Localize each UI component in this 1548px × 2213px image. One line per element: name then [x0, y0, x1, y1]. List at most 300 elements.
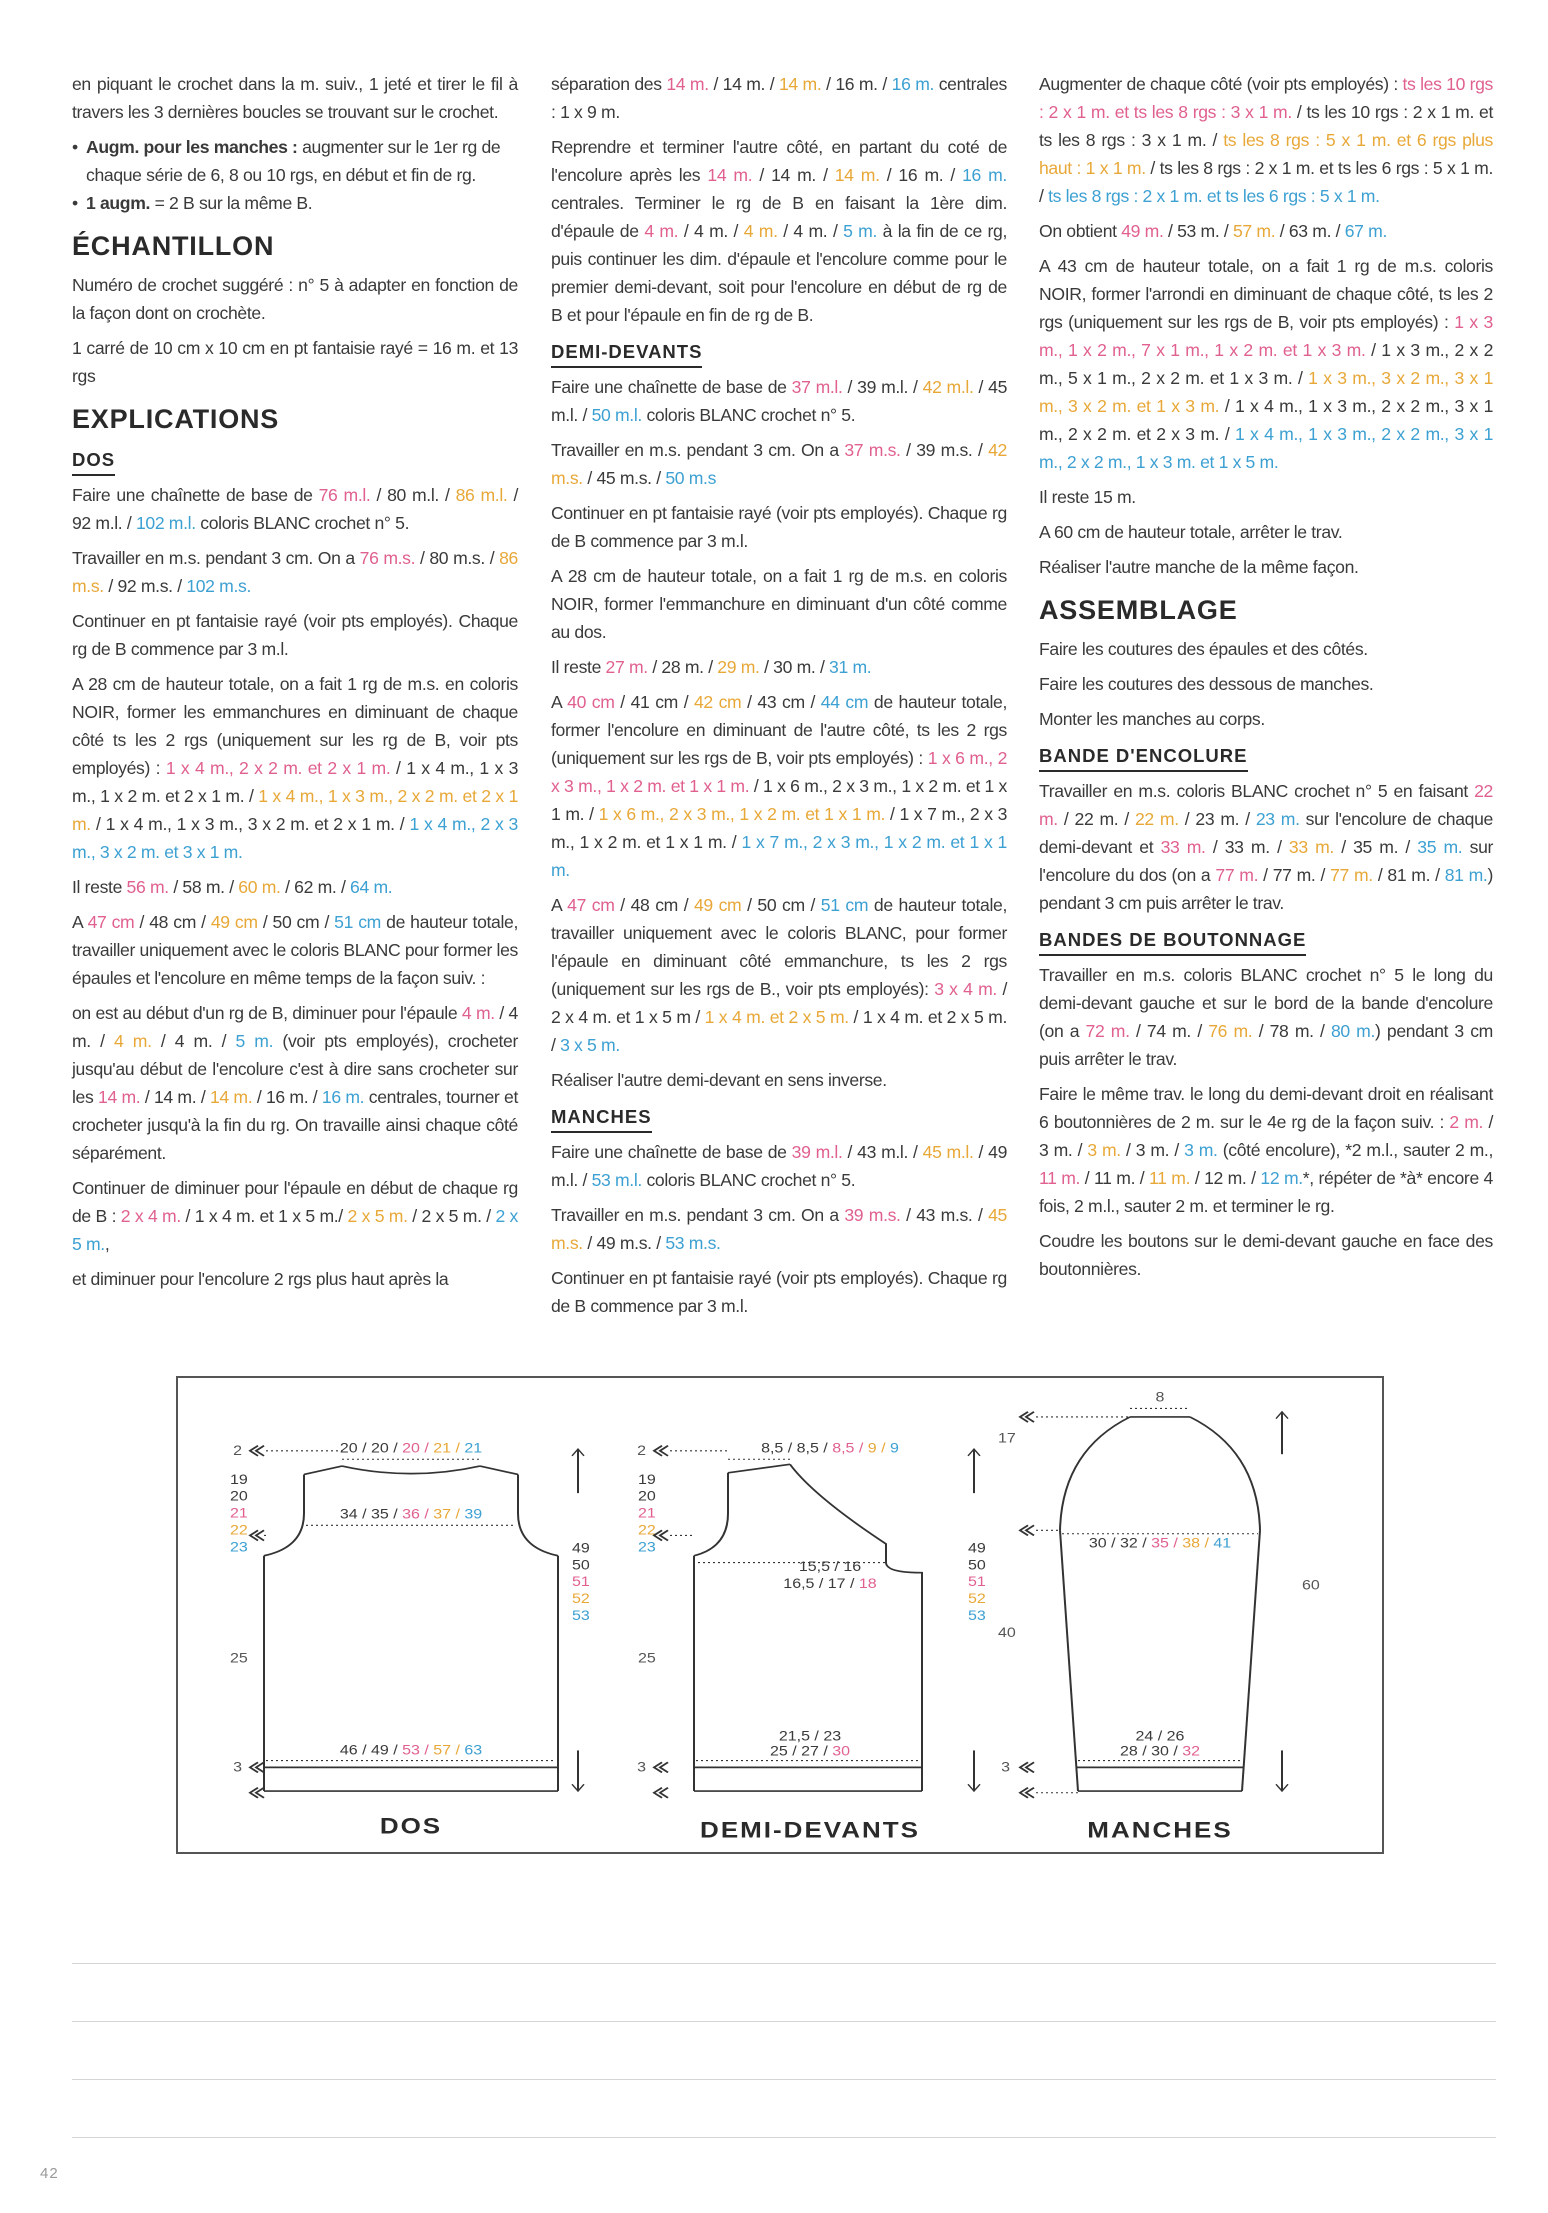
demi-neck-marker: [654, 1446, 668, 1456]
c3-p4: Il reste 15 m.: [1039, 487, 1136, 507]
text-segment: / 1 x 4 m., 1 x 3 m., 3 x 2 m. et 2 x 1 m. /: [90, 814, 410, 834]
note-line-3: [72, 2079, 1496, 2080]
manche-left-body: 40: [997, 1626, 1016, 1641]
dos-p3: Continuer en pt fantaisie rayé (voir pts employés). Chaque rg de B commence par 3 m.l.: [72, 611, 518, 659]
text-segment: / 58 m. /: [168, 877, 239, 897]
intro-text: en piquant le crochet dans la m. suiv., 1 jeté et tirer le fil à travers les 3 dernières boucles se trouvant sur le crochet.: [72, 74, 518, 122]
c3-p9: Monter les manches au corps.: [1039, 709, 1265, 729]
text-segment: ts les 10 rgs : 2 x 1 m. et ts les 8 rgs : 3 x 1 m.: [1039, 74, 1493, 122]
c2-p8: [551, 688, 1007, 884]
text-segment: / 3 m. /: [1039, 1112, 1494, 1160]
text-segment: 1 x 4 m., 1 x 3 m., 2 x 2 m., 3 x 1 m., 2 x 2 m., 1 x 3 m. et 1 x 5 m.: [1039, 424, 1493, 472]
manche-right-height: 60: [1301, 1578, 1320, 1594]
text-segment: / 12 m. /: [1190, 1168, 1261, 1188]
text-segment: 14 m.: [666, 74, 709, 94]
manche-title: MANCHES: [1087, 1818, 1233, 1844]
text-segment: 102 m.l.: [135, 513, 196, 533]
dos-right-height-0: 49: [572, 1541, 590, 1557]
manche-cap-marker: [1020, 1412, 1034, 1422]
text-segment: 47 cm: [87, 912, 135, 932]
c3-p5: A 60 cm de hauteur totale, arrêter le trav.: [1039, 522, 1343, 542]
manche-right-side: [1242, 1530, 1260, 1791]
text-segment: / 43 m.l. /: [842, 1142, 923, 1162]
demi-left-body: 25: [638, 1651, 656, 1667]
text-segment: 49 m.: [1121, 221, 1164, 241]
text-segment: 4 m.: [461, 1003, 495, 1023]
text-segment: / 63 m. /: [1275, 221, 1345, 241]
demi-left-armhole-val-0: 19: [638, 1472, 656, 1488]
text-segment: 40 cm: [567, 692, 615, 712]
text-segment: 44 cm: [820, 692, 869, 712]
c3-p1: [1039, 70, 1493, 210]
demi-arm-marker: [654, 1530, 668, 1540]
text-segment: 1 x 6 m., 2 x 3 m., 1 x 2 m. et 1 x 1 m.: [551, 748, 1008, 796]
text-segment: ts les 8 rgs : 2 x 1 m. et ts les 6 rgs : 5 x 1 m.: [1048, 186, 1380, 206]
text-segment: 29 m.: [717, 657, 760, 677]
text-segment: 2 m.: [1449, 1112, 1484, 1132]
text-segment: / 16 m. /: [821, 74, 892, 94]
dos-p1: [72, 481, 518, 537]
text-segment: Faire le même trav. le long du demi-devant droit en réalisant 6 boutonnières de 2 m. sur le 4e rg de la façon suiv. :: [1039, 1084, 1493, 1132]
explications-heading: EXPLICATIONS: [72, 404, 280, 434]
manche-bottom-width-1: 24 / 26: [1135, 1729, 1185, 1744]
text-segment: A: [72, 912, 88, 932]
dos-left-armhole-val-1: 20: [230, 1489, 248, 1505]
text-segment: / 39 m.l. /: [842, 377, 923, 397]
text-segment: (côté encolure), *2 m.l., sauter 2 m.,: [1217, 1140, 1493, 1160]
demi-top-width: 8,5 / 8,5 / 8,5 / 9 / 9: [761, 1441, 899, 1457]
demi-left-armhole-val-4: 23: [638, 1540, 656, 1556]
c3-p8: Faire les coutures des dessous de manches.: [1039, 674, 1374, 694]
text-segment: / 23 m. /: [1178, 809, 1256, 829]
c2-p5: Continuer en pt fantaisie rayé (voir pts employés). Chaque rg de B commence par 3 m.l.: [551, 503, 1007, 551]
text-segment: Travailler en m.s. coloris BLANC crochet n° 5 en faisant: [1039, 781, 1475, 801]
text-segment: 1 x 4 m., 1 x 3 m., 2 x 2 m. et 2 x 1 m.: [72, 786, 519, 834]
text-segment: coloris BLANC crochet n° 5.: [641, 1170, 856, 1190]
c3-p2: [1039, 217, 1493, 245]
text-segment: 14 m.: [98, 1087, 141, 1107]
text-segment: 37 m.l.: [791, 377, 843, 397]
text-segment: A 43 cm de hauteur totale, on a fait 1 rg de m.s. coloris NOIR, former l'arrondi en diminuant de chaque côté, ts les 2 rgs (uniquement sur les rgs de B, voir pts employés) :: [1039, 256, 1493, 332]
text-segment: / 80 m.l. /: [370, 485, 456, 505]
c2-p7: [551, 653, 1007, 681]
demi-right-height-1: 50: [968, 1558, 986, 1573]
page-number: 42: [40, 2165, 59, 2182]
text-segment: / 14 m. /: [140, 1087, 210, 1107]
text-segment: / 43 cm /: [741, 692, 821, 712]
text-segment: 39 m.s.: [844, 1205, 901, 1225]
text-segment: / ts les 10 rgs : 2 x 1 m. et ts les 8 rgs : 3 x 1 m. /: [1039, 102, 1493, 150]
dos-left-neck: 2: [233, 1444, 242, 1459]
text-segment: 51 cm: [820, 895, 869, 915]
text-segment: Travailler en m.s. pendant 3 cm. On a: [72, 548, 360, 568]
text-segment: / 4 m. /: [777, 221, 844, 241]
demi-bottom-marker: [654, 1788, 668, 1798]
column-2: [551, 70, 1007, 1327]
text-segment: 42 m.l.: [922, 377, 974, 397]
text-segment: 22 m.: [1134, 809, 1179, 829]
dos-bottom-width: 46 / 49 / 53 / 57 / 63: [339, 1743, 483, 1759]
dos-p6: [72, 908, 518, 992]
demi-left-armhole-val-2: 21: [638, 1506, 656, 1522]
text-segment: 23 m.: [1255, 809, 1300, 829]
dos-band-marker: [250, 1762, 264, 1772]
text-segment: / 33 m. /: [1205, 837, 1289, 857]
note-1-label: Augm. pour les manches :: [86, 137, 298, 157]
text-segment: A: [551, 895, 568, 915]
text-segment: 86 m.l.: [455, 485, 508, 505]
c3-p12: [1039, 1080, 1493, 1220]
schematic-diagram: [176, 1376, 1384, 1854]
dos-arm-marker: [250, 1530, 264, 1540]
note-line-2: [72, 2021, 1496, 2022]
text-segment: 81 m.: [1444, 865, 1488, 885]
demi-shoulder: [728, 1464, 790, 1472]
manches-heading: MANCHES: [551, 1103, 652, 1133]
text-segment: Augmenter de chaque côté (voir pts employés) :: [1039, 74, 1403, 94]
text-segment: 14 m.: [779, 74, 822, 94]
text-segment: 77 m.: [1215, 865, 1259, 885]
text-segment: 1 x 4 m. et 2 x 5 m.: [704, 1007, 849, 1027]
dos-left-body: 25: [230, 1651, 248, 1667]
text-segment: à la fin de ce rg, puis continuer les dim. d'épaule et l'encolure comme pour le premier demi-devant, soit pour l'encolure en début de rg de B et pour l'épaule en fin de rg de B.: [551, 221, 1007, 325]
echantillon-heading: ÉCHANTILLON: [72, 231, 275, 261]
dos-right-height-4: 53: [572, 1609, 590, 1624]
text-segment: 45 m.l.: [922, 1142, 974, 1162]
dos-left-armhole-val-4: 23: [230, 1540, 248, 1556]
dos-left-armhole-val-0: 19: [230, 1472, 248, 1488]
text-segment: 1 x 4 m., 2 x 2 m. et 2 x 1 m.: [165, 758, 391, 778]
dos-neck-marker: [250, 1446, 264, 1456]
text-segment: / 92 m.s. /: [103, 576, 187, 596]
text-segment: / 4 m. /: [678, 221, 744, 241]
text-segment: / 16 m. /: [252, 1087, 322, 1107]
demi-left-armhole-val-1: 20: [638, 1489, 656, 1505]
text-segment: coloris BLANC crochet n° 5.: [641, 405, 856, 425]
text-segment: Travailler en m.s. pendant 3 cm. On a: [551, 440, 845, 460]
text-segment: 2 x 4 m.: [120, 1206, 181, 1226]
dos-left-shoulder: [304, 1466, 342, 1474]
text-segment: 16 m.: [321, 1087, 365, 1107]
text-segment: 72 m.: [1085, 1021, 1130, 1041]
text-segment: 50 m.s: [665, 468, 717, 488]
dos-right-armhole: [518, 1474, 558, 1555]
dos-right-height-1: 50: [572, 1558, 590, 1573]
text-segment: 49 cm: [693, 895, 742, 915]
text-segment: 5 m.: [235, 1031, 274, 1051]
text-segment: 39 m.l.: [791, 1142, 843, 1162]
text-segment: Il reste: [551, 657, 606, 677]
dos-left-band: 3: [233, 1760, 242, 1776]
text-segment: / 1 x 4 m., 1 x 3 m., 1 x 2 m. et 2 x 1 m. /: [72, 758, 518, 806]
text-segment: 53 m.s.: [665, 1233, 721, 1253]
text-segment: 50 m.l.: [591, 405, 642, 425]
text-segment: / 1 x 3 m., 2 x 2 m., 5 x 1 m., 2 x 2 m. et 1 x 3 m. /: [1039, 340, 1493, 388]
text-segment: 3 m.: [1087, 1140, 1121, 1160]
text-segment: 3 m.: [1184, 1140, 1218, 1160]
dos-left-armhole: [264, 1474, 304, 1555]
demi-bottom-width-2: 25 / 27 / 30: [769, 1744, 851, 1760]
text-segment: 12 m.: [1260, 1168, 1303, 1188]
text-segment: / 48 cm /: [614, 895, 694, 915]
manche-left-cap: 17: [997, 1431, 1016, 1446]
text-segment: / 43 m.s. /: [900, 1205, 989, 1225]
column-3: [1039, 70, 1493, 1290]
dos-bottom-marker: [250, 1788, 264, 1798]
demi-right-height-4: 53: [968, 1609, 986, 1624]
text-segment: 11 m.: [1039, 1168, 1081, 1188]
text-segment: / 35 m. /: [1333, 837, 1418, 857]
manche-bottom-marker: [1020, 1788, 1034, 1798]
text-segment: 77 m.: [1330, 865, 1373, 885]
text-segment: 80 m.: [1330, 1021, 1376, 1041]
text-segment: coloris BLANC crochet n° 5.: [195, 513, 410, 533]
c2-p12: [551, 1201, 1007, 1257]
text-segment: 1 x 6 m., 2 x 3 m., 1 x 2 m. et 1 x 1 m.: [598, 804, 886, 824]
c2-p11: [551, 1138, 1007, 1194]
demi-right-height-2: 51: [968, 1575, 986, 1590]
text-segment: 37 m.s.: [844, 440, 901, 460]
text-segment: 67 m.: [1344, 221, 1387, 241]
manche-arm-marker: [1020, 1525, 1034, 1535]
text-segment: de hauteur totale, former l'encolure en diminuant de l'autre côté, ts les 2 rgs (uniquement sur les rgs de B, voir pts employés) :: [551, 692, 1007, 768]
text-segment: / 1 x 7 m., 2 x 3 m., 1 x 2 m. et 1 x 1 m. /: [551, 804, 1007, 852]
text-segment: / 48 cm /: [134, 912, 211, 932]
dos-p9: et diminuer pour l'encolure 2 rgs plus haut après la: [72, 1269, 449, 1289]
text-segment: Travailler en m.s. pendant 3 cm. On a: [551, 1205, 845, 1225]
text-segment: 51 cm: [334, 912, 381, 932]
c2-p1: [551, 70, 1007, 126]
text-segment: 86 m.s.: [72, 548, 518, 596]
manche-mid-width: 30 / 32 / 35 / 38 / 41: [1088, 1536, 1232, 1551]
text-segment: 76 m.l.: [318, 485, 371, 505]
dos-right-height-2: 51: [572, 1575, 590, 1590]
text-segment: / 28 m. /: [647, 657, 718, 677]
assemblage-heading: ASSEMBLAGE: [1039, 595, 1238, 625]
dos-p2: [72, 544, 518, 600]
text-segment: 16 m.: [962, 165, 1007, 185]
dos-mid-width: 34 / 35 / 36 / 37 / 39: [339, 1507, 483, 1523]
dos-right-shoulder: [480, 1466, 518, 1474]
text-segment: / 49 m.l. /: [551, 1142, 1008, 1190]
demi-neckline: [790, 1464, 886, 1562]
text-segment: ,: [104, 1234, 110, 1254]
text-segment: Il reste: [72, 877, 127, 897]
text-segment: / 30 m. /: [759, 657, 830, 677]
text-segment: 57 m.: [1232, 221, 1276, 241]
demi-armhole: [694, 1473, 728, 1556]
text-segment: / 78 m. /: [1252, 1021, 1331, 1041]
manche-cap-left: [1060, 1417, 1130, 1530]
text-segment: 16 m.: [891, 74, 935, 94]
text-segment: 5 m.: [843, 221, 878, 241]
demi-right-height-0: 49: [968, 1541, 986, 1557]
text-segment: / 2 x 4 m. et 1 x 5 m /: [551, 979, 1008, 1027]
demi-left-armhole-val-3: 22: [638, 1523, 656, 1539]
text-segment: / 50 cm /: [741, 895, 821, 915]
c2-p13: Continuer en pt fantaisie rayé (voir pts employés). Chaque rg de B commence par 3 m.l.: [551, 1268, 1007, 1316]
text-segment: (voir pts employés), crocheter jusqu'au début de l'encolure c'est à dire sans crocheter sur les: [72, 1031, 518, 1107]
text-segment: de hauteur totale, travailler uniquement avec le coloris BLANC pour former les épaules et l'encolure en même temps de la façon suiv. :: [72, 912, 519, 988]
c3-p7: Faire les coutures des épaules et des côtés.: [1039, 639, 1368, 659]
manche-cap-right: [1190, 1417, 1260, 1530]
text-segment: 42 cm: [693, 692, 742, 712]
text-segment: 11 m.: [1149, 1168, 1191, 1188]
text-segment: 53 m.l.: [591, 1170, 642, 1190]
demi-title: DEMI-DEVANTS: [700, 1818, 920, 1844]
text-segment: 22 m.: [1039, 781, 1493, 829]
text-segment: 35 m.: [1417, 837, 1463, 857]
demi-right-edge: [886, 1563, 922, 1792]
note-2-label: 1 augm.: [86, 193, 151, 213]
text-segment: / 49 m.s. /: [582, 1233, 666, 1253]
text-segment: / 74 m. /: [1129, 1021, 1209, 1041]
text-segment: 2 x 5 m.: [347, 1206, 408, 1226]
column-1: [72, 70, 518, 1300]
text-segment: 4 m.: [644, 221, 679, 241]
text-segment: Faire une chaînette de base de: [72, 485, 319, 505]
demi-right-height-3: 52: [968, 1592, 986, 1607]
text-segment: 31 m.: [829, 657, 872, 677]
text-segment: / 11 m. /: [1080, 1168, 1150, 1188]
c2-p2: [551, 133, 1007, 329]
dos-left-armhole-val-3: 22: [230, 1523, 248, 1539]
text-segment: / 2 x 5 m. /: [407, 1206, 496, 1226]
text-segment: / 80 m.s. /: [415, 548, 500, 568]
text-segment: Travailler en m.s. coloris BLANC crochet n° 5 le long du demi-devant gauche et sur le bord de la bande d'encolure (on a: [1039, 965, 1493, 1041]
demi-devants-heading: DEMI-DEVANTS: [551, 338, 702, 368]
c3-p13: Coudre les boutons sur le demi-devant gauche en face des boutonnières.: [1039, 1231, 1493, 1279]
demi-band-marker: [654, 1762, 668, 1772]
text-segment: A 28 cm de hauteur totale, on a fait 1 rg de m.s. en coloris NOIR, former les emmanchures en diminuant de chaque côté ts les 2 rgs (uniquement sur les rg de B, voir pts employés) :: [72, 674, 518, 778]
note-line-4: [72, 2137, 1496, 2138]
text-segment: / 16 m. /: [879, 165, 963, 185]
text-segment: / 1 x 4 m. et 1 x 5 m./: [180, 1206, 348, 1226]
dos-left-armhole-val-2: 21: [230, 1506, 248, 1522]
c2-p9: [551, 891, 1007, 1059]
text-segment: / 3 m. /: [1120, 1140, 1185, 1160]
manche-top-width: 8: [1155, 1390, 1165, 1406]
c2-p3: [551, 373, 1007, 429]
text-segment: 42 m.s.: [551, 440, 1007, 488]
text-segment: 56 m.: [126, 877, 169, 897]
text-segment: séparation des: [551, 74, 667, 94]
text-segment: ) pendant 3 cm puis arrêter le trav.: [1039, 1021, 1493, 1069]
text-segment: / 45 m.s. /: [582, 468, 666, 488]
text-segment: sur l'encolure du dos (on a: [1039, 837, 1494, 885]
manche-bottom-width-2: 28 / 30 / 32: [1119, 1744, 1201, 1760]
text-segment: / 14 m. /: [752, 165, 835, 185]
note-line-1: [72, 1963, 1496, 1964]
text-segment: / 92 m.l. /: [72, 485, 519, 533]
text-segment: 1 x 7 m., 2 x 3 m., 1 x 2 m. et 1 x 1 m.: [551, 832, 1007, 880]
bandes-boutonnage-heading: BANDES DE BOUTONNAGE: [1039, 926, 1306, 956]
c3-p11: [1039, 961, 1493, 1073]
text-segment: 1 x 3 m., 3 x 2 m., 3 x 1 m., 3 x 2 m. et 1 x 3 m.: [1039, 368, 1493, 416]
note-augm: [72, 189, 518, 217]
note-augm-manches: [72, 133, 518, 189]
text-segment: 102 m.s.: [186, 576, 251, 596]
dos-top-width: 20 / 20 / 20 / 21 / 21: [339, 1441, 483, 1457]
text-segment: 47 cm: [567, 895, 615, 915]
text-segment: / 14 m. /: [708, 74, 779, 94]
note-2-text: = 2 B sur la même B.: [150, 193, 313, 213]
dos-p5: [72, 873, 518, 901]
notes-list: [72, 133, 518, 217]
text-segment: / ts les 8 rgs : 2 x 1 m. et ts les 6 rgs : 5 x 1 m. /: [1039, 158, 1493, 206]
dos-heading: DOS: [72, 446, 115, 476]
text-segment: 60 m.: [238, 877, 281, 897]
text-segment: / 1 x 4 m. et 2 x 5 m. /: [551, 1007, 1007, 1055]
text-segment: on est au début d'un rg de B, diminuer pour l'épaule: [72, 1003, 462, 1023]
text-segment: sur l'encolure de chaque demi-devant et: [1039, 809, 1493, 857]
text-segment: / 50 cm /: [257, 912, 335, 932]
text-segment: / 1 x 4 m., 1 x 3 m., 2 x 2 m., 3 x 1 m., 2 x 2 m. et 2 x 3 m. /: [1039, 396, 1493, 444]
text-segment: / 22 m. /: [1057, 809, 1135, 829]
schematic-drawing: [178, 1378, 1382, 1852]
text-segment: de hauteur totale, travailler uniquement avec le coloris BLANC, pour former l'épaule en diminuant côté emmanchure, ts les 2 rgs (uniquement sur les rgs de B., voir pts employés):: [551, 895, 1007, 999]
text-segment: 64 m.: [350, 877, 393, 897]
text-segment: / 1 x 6 m., 2 x 3 m., 1 x 2 m. et 1 x 1 m. /: [551, 776, 1007, 824]
demi-mid-width-2: 16,5 / 17 / 18: [783, 1576, 877, 1592]
text-segment: 4 m.: [743, 221, 778, 241]
text-segment: / 62 m. /: [280, 877, 351, 897]
text-segment: / 39 m.s. /: [900, 440, 989, 460]
manche-left-band: 3: [1001, 1760, 1010, 1776]
text-segment: / 45 m.l. /: [551, 377, 1008, 425]
text-segment: / 4 m. /: [151, 1031, 236, 1051]
dos-p8: [72, 1174, 518, 1258]
text-segment: 1 x 4 m., 2 x 3 m., 3 x 2 m. et 3 x 1 m.: [72, 814, 518, 862]
text-segment: centrales : 1 x 9 m.: [551, 74, 1007, 122]
text-segment: Faire une chaînette de base de: [551, 377, 792, 397]
text-segment: 76 m.: [1208, 1021, 1253, 1041]
dos-p4: [72, 670, 518, 866]
text-segment: 45 m.s.: [551, 1205, 1007, 1253]
text-segment: ) pendant 3 cm puis arrêter le trav.: [1039, 865, 1493, 913]
text-segment: On obtient: [1039, 221, 1122, 241]
text-segment: / 81 m. /: [1372, 865, 1445, 885]
demi-bottom-width-1: 21,5 / 23: [778, 1729, 842, 1744]
text-segment: 2 x 5 m.: [72, 1206, 519, 1254]
echantillon-p2: 1 carré de 10 cm x 10 cm en pt fantaisie rayé = 16 m. et 13 rgs: [72, 338, 518, 386]
text-segment: Continuer de diminuer pour l'épaule en début de chaque rg de B :: [72, 1178, 518, 1226]
demi-mid-width-1: 15,5 / 16: [798, 1560, 862, 1575]
text-segment: 4 m.: [114, 1031, 152, 1051]
c3-p10: [1039, 777, 1493, 917]
text-segment: centrales. Terminer le rg de B en faisant la 1ère dim. d'épaule de: [551, 193, 1007, 241]
text-segment: Reprendre et terminer l'autre côté, en partant du coté de l'encolure après les: [551, 137, 1007, 185]
text-segment: / 77 m. /: [1258, 865, 1331, 885]
text-segment: centrales, tourner et crocheter jusqu'à la fin du rg. On travaille ainsi chaque côté séparément.: [72, 1087, 518, 1163]
note-1-text: augmenter sur le 1er rg de chaque série de 6, 8 ou 10 rgs, en début et fin de rg.: [86, 137, 501, 185]
demi-left-neck: 2: [637, 1444, 646, 1459]
text-segment: 49 cm: [210, 912, 258, 932]
text-segment: *, répéter de *à* encore 4 fois, 2 m.l., sauter 2 m. et terminer le rg.: [1039, 1168, 1493, 1216]
echantillon-p1: Numéro de crochet suggéré : n° 5 à adapter en fonction de la façon dont on crochète.: [72, 275, 518, 323]
text-segment: 3 x 4 m.: [934, 979, 997, 999]
dos-right-height-3: 52: [572, 1592, 590, 1607]
text-segment: 14 m.: [834, 165, 880, 185]
text-segment: 33 m.: [1288, 837, 1334, 857]
text-segment: 1 x 3 m., 1 x 2 m., 7 x 1 m., 1 x 2 m. et 1 x 3 m.: [1039, 312, 1493, 360]
dos-neckline: [342, 1466, 480, 1474]
text-segment: Faire une chaînette de base de: [551, 1142, 792, 1162]
text-segment: 76 m.s.: [359, 548, 416, 568]
c2-p10: Réaliser l'autre demi-devant en sens inverse.: [551, 1070, 887, 1090]
text-segment: 27 m.: [605, 657, 648, 677]
c3-p3: [1039, 252, 1493, 476]
